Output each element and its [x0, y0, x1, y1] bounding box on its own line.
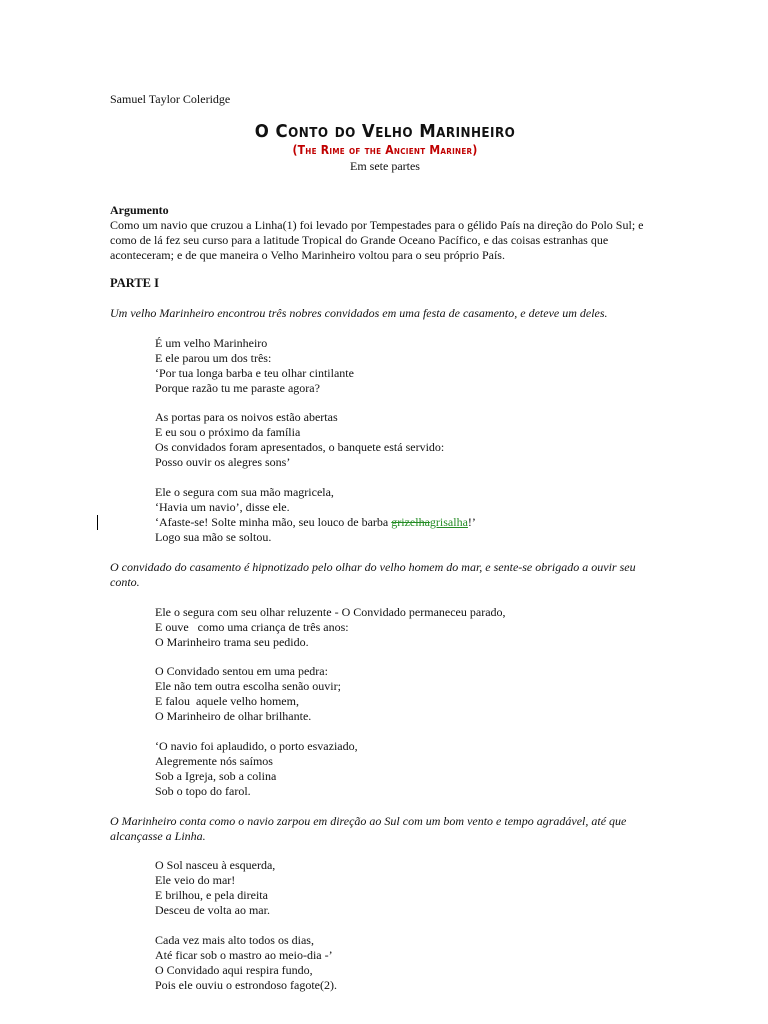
stanza-5 — [155, 664, 341, 724]
verse-line: Sob a Igreja, sob a colina — [155, 769, 277, 783]
stanza-3 — [155, 485, 476, 545]
stanza-6 — [155, 739, 358, 799]
title-block — [110, 121, 660, 174]
verse-line: E ele parou um dos três: — [155, 351, 272, 365]
verse-line: Logo sua mão se soltou. — [155, 530, 272, 544]
verse-line: Sob o topo do farol. — [155, 784, 251, 798]
verse-line: Desceu de volta ao mar. — [155, 903, 270, 917]
poem-subtitle: Em sete partes — [350, 159, 420, 173]
verse-line: Ele veio do mar! — [155, 873, 236, 887]
poem-title: O Conto do Velho Marinheiro — [254, 121, 516, 142]
verse-line: O Marinheiro de olhar brilhante. — [155, 709, 312, 723]
verse-line: ‘Havia um navio’, disse ele. — [155, 500, 290, 514]
verse-line: E ouve como uma criança de três anos: — [155, 620, 349, 634]
stanza-4 — [155, 605, 506, 650]
deleted-text: grizelha — [391, 515, 430, 529]
verse-line: E falou aquele velho homem, — [155, 694, 299, 708]
verse-line: Ele o segura com sua mão magricela, — [155, 485, 334, 499]
revision-change-bar — [97, 515, 98, 530]
verse-line: Porque razão tu me paraste agora? — [155, 381, 320, 395]
verse-line-with-revision — [155, 515, 476, 530]
gloss-1: Um velho Marinheiro encontrou três nobres convidados em uma festa de casamento, e deteve um deles. — [110, 306, 608, 320]
gloss-2: O convidado do casamento é hipnotizado pelo olhar do velho homem do mar, e sente-se obrigado a ouvir seu conto. — [110, 560, 636, 589]
poem-original-title: (The Rime of the Ancient Mariner) — [292, 143, 478, 157]
verse-line: As portas para os noivos estão abertas — [155, 410, 338, 424]
verse-line: Posso ouvir os alegres sons’ — [155, 455, 291, 469]
part-heading: PARTE I — [110, 276, 159, 290]
verse-line: E brilhou, e pela direita — [155, 888, 268, 902]
verse-line: Até ficar sob o mastro ao meio-dia -’ — [155, 948, 333, 962]
verse-line: Pois ele ouviu o estrondoso fagote(2). — [155, 978, 337, 992]
verse-line: Ele não tem outra escolha senão ouvir; — [155, 679, 341, 693]
verse-line: É um velho Marinheiro — [155, 336, 268, 350]
stanza-7 — [155, 858, 275, 918]
author-name: Samuel Taylor Coleridge — [110, 92, 231, 106]
stanza-1 — [155, 336, 354, 396]
verse-line: E eu sou o próximo da família — [155, 425, 301, 439]
verse-line: ‘O navio foi aplaudido, o porto esvaziado, — [155, 739, 358, 753]
verse-line: O Sol nasceu à esquerda, — [155, 858, 276, 872]
verse-text: ‘Afaste-se! Solte minha mão, seu louco de barba — [155, 515, 392, 529]
argument-section — [110, 203, 662, 263]
verse-line: O Marinheiro trama seu pedido. — [155, 635, 309, 649]
verse-line: Ele o segura com seu olhar reluzente - O Convidado permaneceu parado, — [155, 605, 506, 619]
verse-line: ‘Por tua longa barba e teu olhar cintilante — [155, 366, 354, 380]
verse-line: O Convidado sentou em uma pedra: — [155, 664, 328, 678]
inserted-text: grisalha — [429, 515, 468, 529]
argument-heading: Argumento — [110, 203, 169, 217]
gloss-3: O Marinheiro conta como o navio zarpou em direção ao Sul com um bom vento e tempo agradável, até que alcançasse a Linha. — [110, 814, 627, 843]
verse-line: Os convidados foram apresentados, o banquete está servido: — [155, 440, 445, 454]
verse-line: Cada vez mais alto todos os dias, — [155, 933, 314, 947]
verse-line: O Convidado aqui respira fundo, — [155, 963, 313, 977]
verse-line: Alegremente nós saímos — [155, 754, 273, 768]
stanza-2 — [155, 410, 444, 470]
argument-text: Como um navio que cruzou a Linha(1) foi levado por Tempestades para o gélido País na direção do Polo Sul; e como de lá fez seu curso para a latitude Tropical do Grande Oceano Pacífico, e das coisas estranhas que aconteceram; e de que maneira o Velho Marinheiro voltou para o seu próprio País. — [110, 218, 644, 262]
verse-text: !’ — [467, 515, 476, 529]
stanza-8 — [155, 933, 337, 993]
